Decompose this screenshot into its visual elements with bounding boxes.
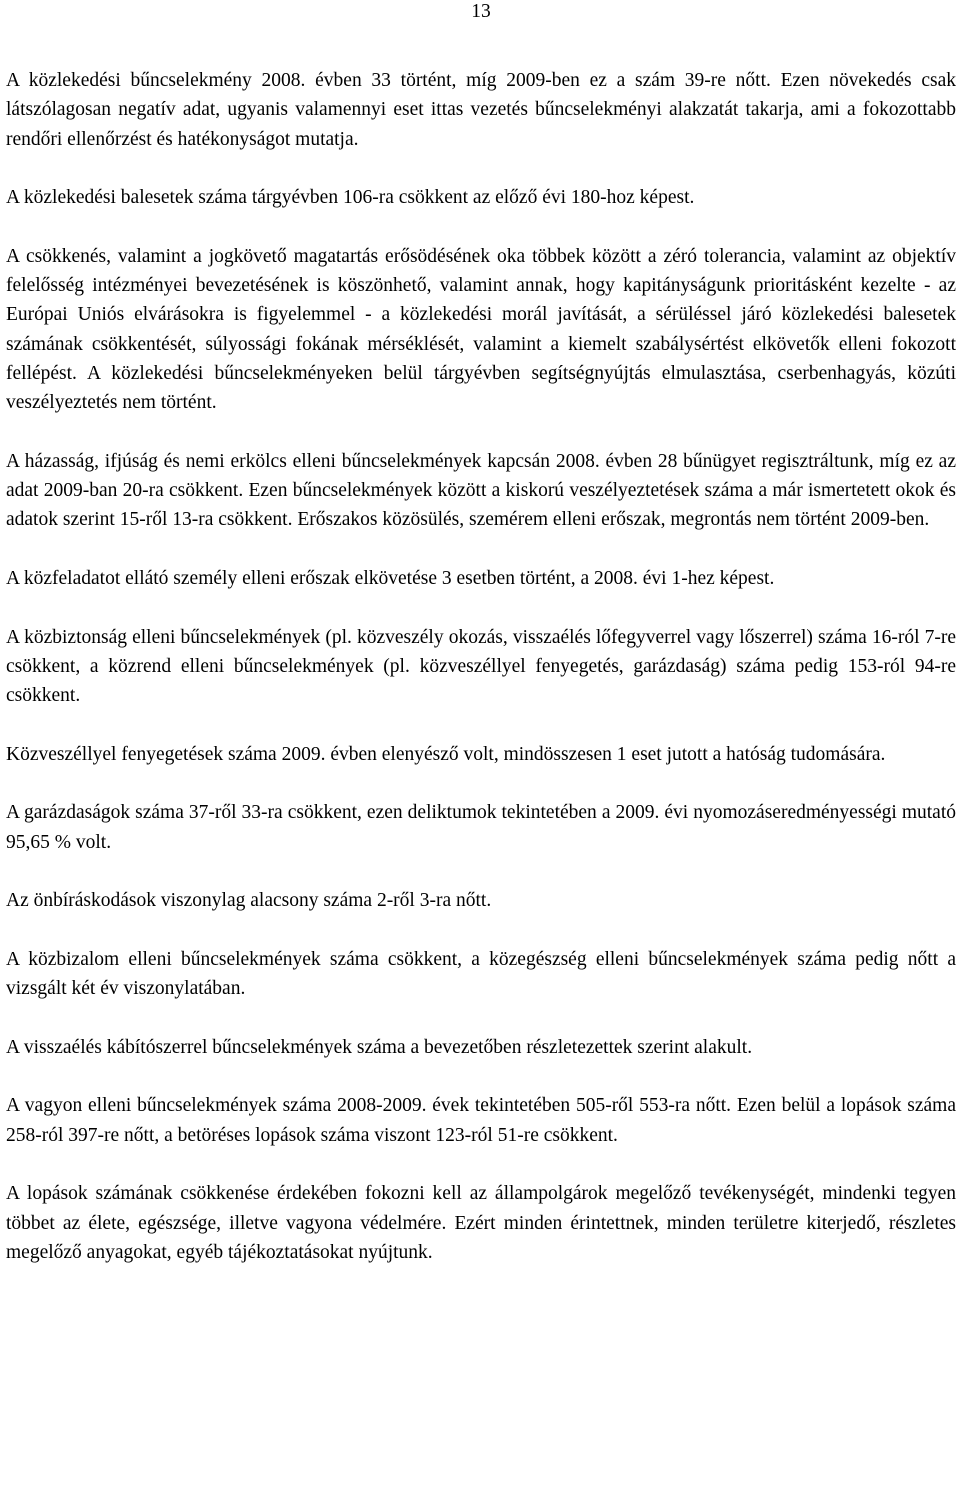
- paragraph-drug-abuse: A visszaélés kábítószerrel bűncselekmények száma a bevezetőben részletezettek szerint alakult.: [6, 1036, 753, 1058]
- paragraph-disorderly-conduct: A garázdaságok száma 37-ről 33-ra csökkent, ezen deliktumok tekintetében a 2009. évi nyomozáseredményességi mutató 95,65 % volt.: [6, 802, 956, 853]
- page-number: 13: [471, 1, 491, 22]
- paragraph-public-safety-crimes: A közbiztonság elleni bűncselekmények (pl. közveszély okozás, visszaélés lőfegyverrel vagy lőszerrel) száma 16-ról 7-re csökkent, a közrend elleni bűncselekmények (pl. közveszéllyel fenyegetés, garázdaság) száma pedig 153-ról 94-re csökkent.: [6, 626, 956, 707]
- paragraph-public-official-violence: A közfeladatot ellátó személy elleni erőszak elkövetése 3 esetben történt, a 2008. évi 1-hez képest.: [6, 568, 775, 590]
- document-body: [6, 66, 956, 1267]
- paragraph-public-danger-threats: Közveszéllyel fenyegetések száma 2009. évben elenyésző volt, mindösszesen 1 eset jutott a hatóság tudomására.: [6, 743, 886, 765]
- paragraph-marriage-youth-crimes: A házasság, ifjúság és nemi erkölcs elleni bűncselekmények kapcsán 2008. évben 28 bűnügyet regisztráltunk, míg ez az adat 2009-ban 20-ra csökkent. Ezen bűncselekmények között a kiskorú veszélyeztetések száma a már ismertetett okok és adatok szerint 15-ről 13-ra csökkent. Erőszakos közösülés, szemérem elleni erőszak, megrontás nem történt 2009-ben.: [6, 450, 956, 531]
- paragraph-traffic-accidents: A közlekedési balesetek száma tárgyévben 106-ra csökkent az előző évi 180-hoz képest.: [6, 187, 695, 209]
- paragraph-property-crimes: A vagyon elleni bűncselekmények száma 2008-2009. évek tekintetében 505-ről 553-ra nőtt. Ezen belül a lopások száma 258-ról 397-re nőtt, a betöréses lopások száma viszont 123-ról 51-re csökkent.: [6, 1095, 956, 1146]
- paragraph-self-justice: Az önbíráskodások viszonylag alacsony száma 2-ről 3-ra nőtt.: [6, 890, 492, 912]
- paragraph-decrease-reasons: A csökkenés, valamint a jogkövető magatartás erősödésének oka többek között a zéró tolerancia, valamint az objektív felelősség intézményei bevezetésének is köszönhető, valamint annak, hogy kapitányságunk prioritásként kezelte - az Európai Uniós elvárásokra is figyelemmel - a közlekedési morál javítását, a sérüléssel járó közlekedési balesetek számának csökkentését, súlyossági fokának mérséklését, valamint a kiemelt szabálysértést elkövetők elleni fokozott fellépést. A közlekedési bűncselekményeken belül tárgyévben segítségnyújtás elmulasztása, cserbenhagyás, közúti veszélyeztetés nem történt.: [6, 245, 956, 414]
- paragraph-theft-prevention: A lopások számának csökkenése érdekében fokozni kell az állampolgárok megelőző tevékenységét, mindenki tegyen többet az élete, egészsége, illetve vagyona védelmére. Ezért minden érintettnek, minden területre kiterjedő, részletes megelőző anyagokat, egyéb tájékoztatásokat nyújtunk.: [6, 1183, 956, 1263]
- paragraph-public-trust-crimes: A közbizalom elleni bűncselekmények száma csökkent, a közegészség elleni bűncselekmények száma pedig nőtt a vizsgált két év viszonylatában.: [6, 948, 956, 1000]
- paragraph-traffic-crimes: A közlekedési bűncselekmény 2008. évben 33 történt, míg 2009-ben ez a szám 39-re nőtt. Ezen növekedés csak látszólagosan negatív adat, ugyanis valamennyi eset ittas vezetés bűncselekményi alakzatát takarja, ami a fokozottabb rendőri ellenőrzést és hatékonyságot mutatja.: [6, 70, 956, 150]
